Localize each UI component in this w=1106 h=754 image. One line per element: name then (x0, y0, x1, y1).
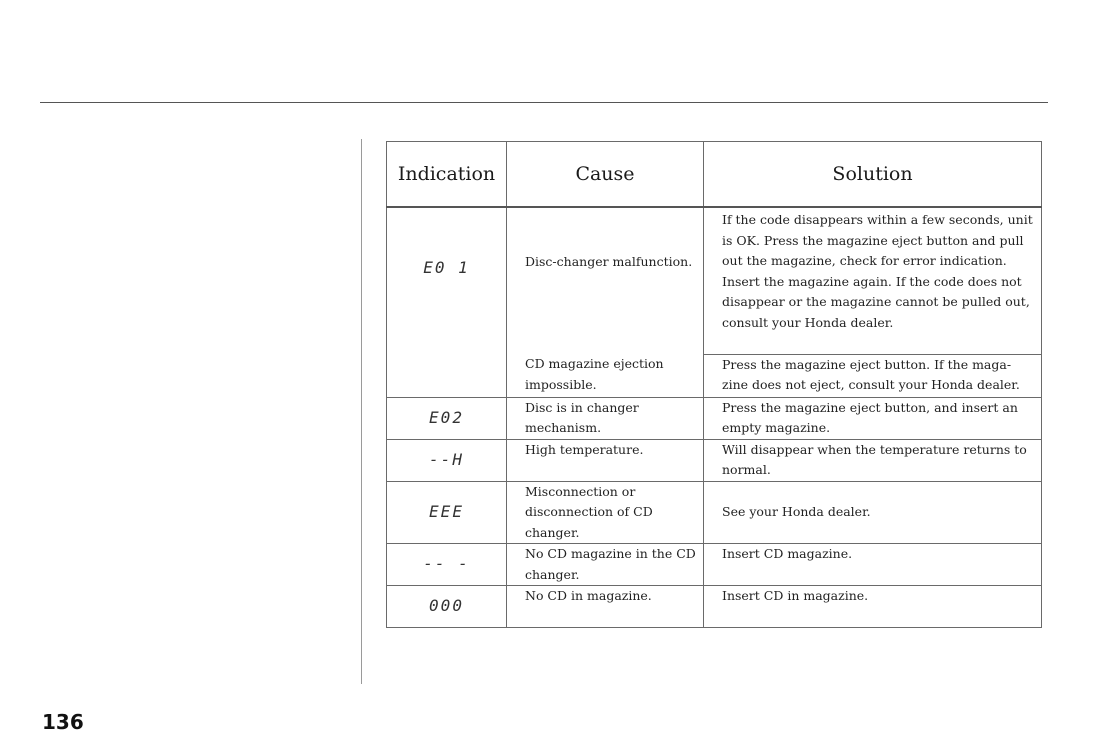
cause-cell: No CD magazine in the CD changer. (507, 544, 704, 586)
solution-cell: Will disappear when the temperature returns to normal. (704, 439, 1042, 481)
solution-cell: Insert CD in magazine. (704, 586, 1042, 628)
solution-cell: Press the magazine eject button. If the maga-zine does not eject, consult your Honda dealer. (704, 354, 1042, 397)
cause-cell: Misconnection or disconnection of CD changer. (507, 481, 704, 544)
indication-e01: E0 1 (387, 207, 507, 397)
table-row (387, 397, 1042, 439)
cause-cell: Disc is in changer mechanism. (507, 397, 704, 439)
cause-cell: High temperature. (507, 439, 704, 481)
cause-cell: Disc-changer malfunction. (507, 207, 704, 354)
cause-cell: CD magazine ejection impossible. (507, 354, 704, 397)
indication-no-cd: 000 (387, 586, 507, 628)
solution-cell: Insert CD magazine. (704, 544, 1042, 586)
table-row (387, 544, 1042, 586)
table-row (387, 481, 1042, 544)
page-number: 136 (42, 710, 84, 734)
indication-high-temp: --H (387, 439, 507, 481)
solution-cell: Press the magazine eject button, and insert an empty magazine. (704, 397, 1042, 439)
table-header-row (387, 142, 1042, 208)
left-margin-rule (361, 139, 362, 684)
solution-cell: If the code disappears within a few seconds, unit is OK. Press the magazine eject button and pull out the magazine, check for error indication. Insert the magazine again. If the code does not disappear or the magazine cannot be pulled out, consult your Honda dealer. (704, 207, 1042, 354)
top-rule (40, 102, 1048, 103)
indication-e02: E02 (387, 397, 507, 439)
solution-cell: See your Honda dealer. (704, 481, 1042, 544)
table-row (387, 586, 1042, 628)
header-cause: Cause (507, 142, 704, 208)
error-code-table (386, 141, 1042, 628)
cause-cell: No CD in magazine. (507, 586, 704, 628)
indication-no-magazine: -- - (387, 544, 507, 586)
indication-eee: EEE (387, 481, 507, 544)
header-solution: Solution (704, 142, 1042, 208)
table-row (387, 207, 1042, 354)
header-indication: Indication (387, 142, 507, 208)
table-row (387, 439, 1042, 481)
